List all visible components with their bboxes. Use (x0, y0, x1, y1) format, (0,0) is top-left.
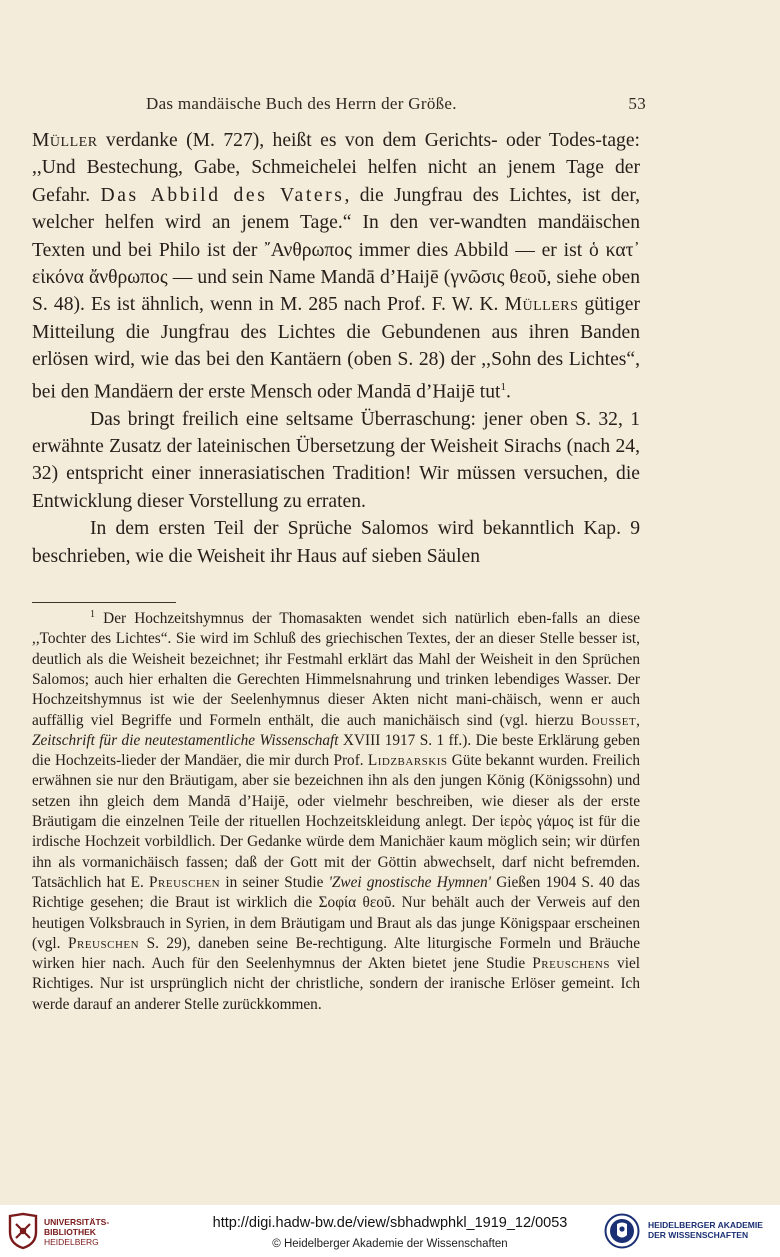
text-run: Gießen 1904 S. 40 das Richtige gesehen; die Braut ist wirklich die Σοφία θεοῦ. Nur behält auch der Verweis auf den heutigen Volksbrauch in Syrien, in dem Bräutigam und Braut als das junge Königspaar erscheinen (vgl. (32, 873, 640, 952)
text-run: S. 29), daneben seine Be-rechtigung. Alte liturgische Formeln und Bräuche wirken hier nach. Auch für den Seelenhymnus der Akten bietet jene Studie (32, 934, 640, 973)
text-run: , (636, 711, 640, 729)
paragraph-1 (32, 127, 640, 406)
paragraph-3: In dem ersten Teil der Sprüche Salomos wird bekanntlich Kap. 9 beschrieben, wie die Weisheit ihr Haus auf sieben Säulen (32, 518, 640, 567)
academy-name (648, 1220, 763, 1240)
book-title: 'Zwei gnostische Hymnen' (328, 873, 491, 891)
author-name: Müllers (504, 294, 579, 316)
library-name (44, 1217, 109, 1247)
footnote-marker: 1 (90, 609, 95, 620)
academy-name-line: HEIDELBERGER AKADEMIE (648, 1220, 763, 1230)
spaced-emphasis: Das Abbild des Vaters (100, 184, 345, 206)
text-run: viel Richtiges. Nur ist ursprünglich nicht der christliche, sondern der iranische Erlöser gemeint. Ich werde darauf an anderer Stelle zurückkommen. (32, 955, 640, 1013)
text-run: verdanke (M. 727), heißt es von dem Gerichts- oder Todes-tage: ,,Und Bestechung, Gabe, Schmeichelei helfen nicht an jenem Tage der Gefahr. (32, 130, 640, 206)
author-name: Lidzbarskis (367, 752, 448, 770)
main-text (32, 127, 640, 570)
journal-title: Zeitschrift für die neutestamentliche Wissenschaft (32, 731, 339, 749)
paragraph-2: Das bringt freilich eine seltsame Überraschung: jener oben S. 32, 1 erwähnte Zusatz der lateinischen Übersetzung der Weisheit Sirachs (nach 24, 32) entspricht einer innerasiatischen Tradition! Wir müssen versuchen, die Entwicklung dieser Vorstellung zu erraten. (32, 408, 640, 512)
copyright-notice: © Heidelberger Akademie der Wissenschaften (272, 1238, 508, 1250)
text-run: . (505, 381, 511, 403)
author-name: Preuschens (532, 955, 610, 973)
academy-name-line: DER WISSENSCHAFTEN (648, 1230, 749, 1240)
author-name: Müller (32, 130, 98, 151)
text-run: , die Jungfrau des Lichtes, ist der, welcher helfen wird an jenem Tage.“ In den ver-wandten mandäischen Texten und bei Philo ist der ῎Ανθρωπος immer dies Abbild — er ist ὁ κατ᾽ εἰκόνα ἄνθρωπος — und sein Name Mandā d’Haijē (γνῶσις θεοῦ, siehe oben S. 48). Es ist ähnlich, wenn in M. 285 nach Prof. F. W. K. (32, 184, 641, 316)
text-run: gütiger Mitteilung die Jungfrau des Lichtes die Gebundenen aus ihren Banden erlösen wird, wie das bei den Kantäern (oben S. 28) der ,,Sohn des Lichtes“, bei den Mandäern der erste Mensch oder Mandā d’Haijē tut (32, 294, 640, 403)
running-head-title: Das mandäische Buch des Herrn der Größe. (146, 94, 457, 113)
library-name-line: BIBLIOTHEK (44, 1227, 96, 1237)
footnote (32, 605, 640, 1015)
text-run: Güte bekannt wurden. Freilich erwähnen sie nur den Bräutigam, aber sie bezeichnen ihn als den jungen König (Königssohn) und setzen ihn gleich dem Mandā d’Haijē, oder vielmehr beschreiben, wie dieser als der erste Bräutigam die einzelnen Teile der rituellen Hochzeitskleidung anlegt. Der ἱερὸς γάμος ist für die irdische Hochzeit vorbildlich. Der Gedanke würde dem Manichäer kaum möglich sein; wir dürfen ihn als vormanichäisch fassen; daß der Gott mit der Göttin abwechselt, darf nicht befremden. Tatsächlich hat E. (32, 752, 640, 891)
university-library-logo-icon[interactable] (6, 1212, 40, 1250)
text-run: Der Hochzeitshymnus der Thomasakten wendet sich natürlich eben-falls an diese ,,Tochter des Lichtes“. Sie wird im Schluß des griechischen Textes, der an dieser Stelle besser ist, deutlich als die Weisheit bezeichnet; ihr Festmahl erklärt das Mahl der Weisheit in den Sprüchen Salomos; auch hier erhalten die Gerechten Himmelsnahrung und trinken lebendiges Wasser. Der Hochzeitshymnus ist wie der Seelenhymnus dieser Akten nicht mani-chäisch, wenn er auch auffällig viel Begriffe und Formeln enthält, die auch manichäisch sind (vgl. hierzu (32, 610, 640, 729)
academy-seal-icon[interactable] (604, 1213, 640, 1249)
footnote-text (32, 605, 640, 1015)
author-name: Bousset (580, 711, 637, 729)
viewer-footer (0, 1205, 780, 1257)
text-run: in seiner Studie (220, 873, 329, 891)
permalink-url[interactable]: http://digi.hadw-bw.de/view/sbhadwphkl_1919_12/0053 (212, 1215, 568, 1231)
author-name: Preuschen (67, 934, 140, 952)
author-name: Preuschen (149, 873, 221, 891)
page-number: 53 (628, 94, 646, 113)
library-name-line: UNIVERSITÄTS- (44, 1217, 110, 1227)
text-run: XVIII 1917 S. 1 ff.). Die beste Erklärung geben die Hochzeits-lieder der Mandäer, die mir durch Prof. (32, 731, 640, 770)
library-name-line: HEIDELBERG (44, 1237, 99, 1247)
footnote-ref: 1 (500, 380, 506, 393)
footnote-divider (32, 602, 176, 603)
